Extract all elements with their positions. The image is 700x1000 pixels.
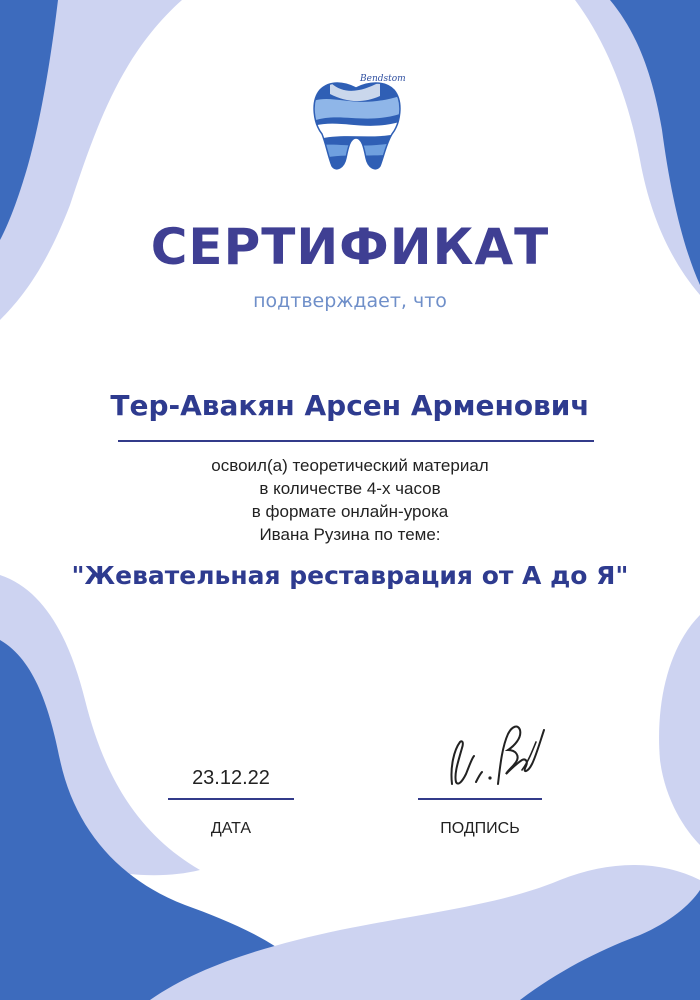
certificate-subtitle: подтверждает, что [253, 290, 447, 312]
recipient-name: Тер-Авакян Арсен Арменович [110, 389, 590, 422]
wave-bottom-right-lavender [659, 615, 700, 845]
body-line: в количестве 4-х часов [259, 479, 441, 498]
name-underline [118, 440, 594, 442]
body-line: в формате онлайн-урока [251, 502, 449, 521]
body-line: Ивана Рузина по теме: [259, 525, 441, 544]
certificate-body [0, 454, 700, 546]
signature-label: ПОДПИСЬ [440, 820, 520, 837]
course-topic: "Жевательная реставрация от А до Я" [71, 561, 629, 590]
body-line: освоил(а) теоретический материал [211, 456, 489, 475]
certificate-title: СЕРТИФИКАТ [150, 218, 550, 276]
signature [432, 712, 552, 802]
logo-brand-text: Bendstom [360, 74, 406, 84]
date-value: 23.12.22 [192, 767, 270, 789]
date-label: ДАТА [210, 820, 252, 837]
signature-line [418, 798, 542, 800]
date-line [168, 798, 294, 800]
tooth-icon [310, 72, 406, 172]
